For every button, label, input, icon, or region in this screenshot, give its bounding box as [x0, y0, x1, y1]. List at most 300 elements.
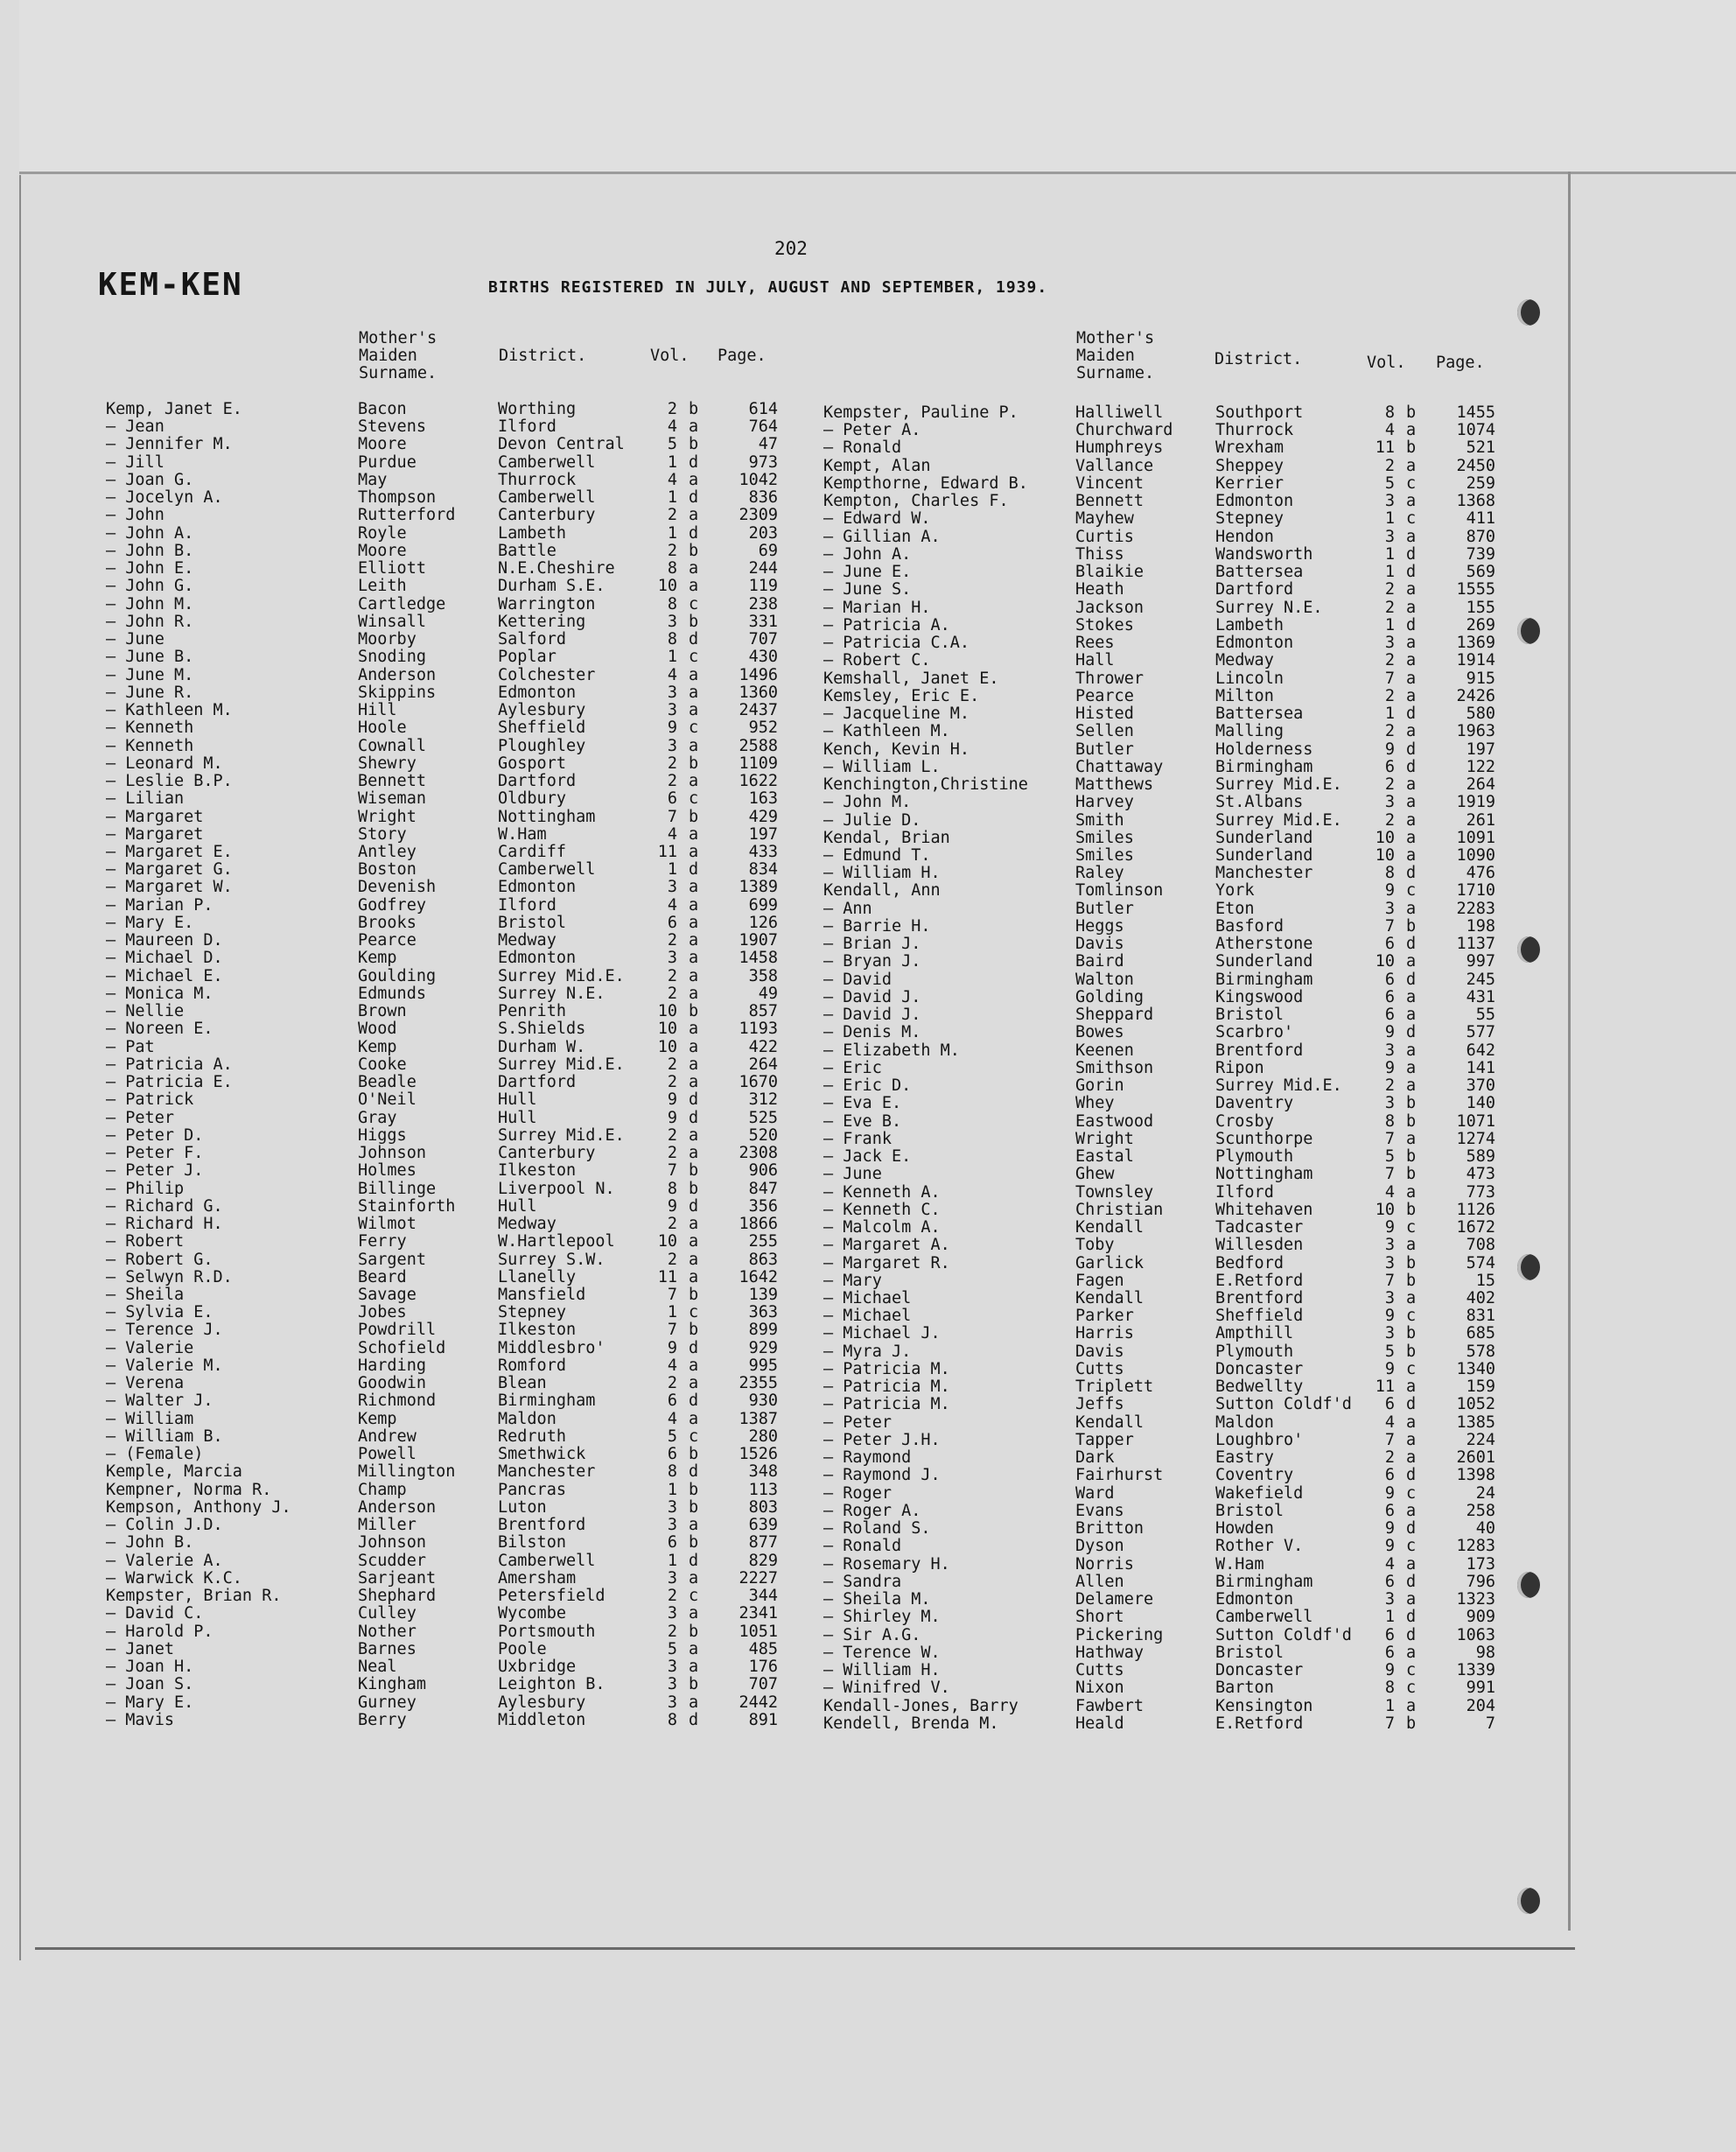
register-entry: [106, 1056, 806, 1074]
entry-volume: 4: [667, 665, 677, 684]
entry-district: Tadcaster: [1215, 1218, 1304, 1237]
entry-maiden-surname: Culley: [358, 1604, 416, 1623]
entry-volume-letter: a: [689, 966, 699, 985]
entry-page: 995: [748, 1356, 778, 1375]
entry-name: — Shirley M.: [823, 1608, 941, 1627]
register-entry: [823, 1556, 1523, 1574]
entry-volume-letter: a: [1406, 492, 1417, 511]
entry-page: 485: [748, 1639, 778, 1658]
entry-maiden-surname: Wright: [358, 807, 416, 826]
entry-name: — Robert C.: [823, 651, 931, 670]
entry-volume: 3: [667, 1497, 677, 1517]
entry-volume: 2: [667, 541, 677, 560]
register-entry: [823, 1290, 1523, 1307]
entry-maiden-surname: Parker: [1075, 1307, 1134, 1326]
entry-maiden-surname: Schofield: [358, 1338, 446, 1357]
entry-name: — Eve B.: [823, 1111, 902, 1131]
entry-volume: 7: [1384, 1271, 1395, 1290]
entry-volume-letter: b: [1406, 438, 1417, 458]
entry-name: — Kathleen M.: [106, 701, 233, 720]
entry-name: — Colin J.D.: [106, 1516, 223, 1535]
entry-volume-letter: a: [689, 1037, 699, 1056]
register-entry: [823, 1662, 1523, 1679]
entry-volume: 10: [657, 577, 677, 596]
entry-name: — Patricia A.: [823, 615, 950, 634]
entry-name: — Mary: [823, 1271, 882, 1290]
register-entry: [823, 1131, 1523, 1148]
register-entry: [106, 861, 806, 879]
entry-page: 1063: [1456, 1625, 1495, 1644]
entry-name: — Malcolm A.: [823, 1218, 941, 1237]
entry-page: 1283: [1456, 1537, 1495, 1556]
register-entry: [106, 1463, 806, 1481]
entry-district: Surrey Mid.E.: [498, 966, 625, 985]
entry-district: Crosby: [1215, 1111, 1274, 1131]
entry-name: Kemshall, Janet E.: [823, 669, 999, 688]
entry-district: Camberwell: [498, 488, 596, 508]
entry-district: Wakefield: [1215, 1483, 1304, 1503]
register-entry: [823, 1060, 1523, 1077]
entry-district: Aylesbury: [498, 701, 586, 720]
entry-maiden-surname: Moore: [358, 541, 407, 560]
entry-district: Basford: [1215, 916, 1284, 936]
register-entry: [823, 439, 1523, 457]
entry-volume-letter: c: [1406, 1537, 1417, 1556]
entry-maiden-surname: O'Neil: [358, 1090, 416, 1110]
register-entry: [106, 1357, 806, 1375]
entry-page: 642: [1466, 1041, 1495, 1060]
entry-volume-letter: d: [1406, 615, 1417, 634]
entry-volume: 8: [667, 1710, 677, 1729]
entry-maiden-surname: Cownall: [358, 736, 426, 755]
entry-page: 906: [748, 1161, 778, 1181]
entry-page: 699: [748, 895, 778, 915]
entry-maiden-surname: Champ: [358, 1480, 407, 1499]
register-entry: [106, 1304, 806, 1321]
entry-name: — Patricia M.: [823, 1395, 950, 1414]
register-entry: [823, 581, 1523, 599]
entry-page: 1385: [1456, 1412, 1495, 1432]
entry-name: — Roland S.: [823, 1519, 931, 1539]
entry-volume: 3: [667, 949, 677, 968]
entry-maiden-surname: Goulding: [358, 966, 437, 985]
entry-page: 356: [748, 1196, 778, 1216]
entry-page: 952: [748, 719, 778, 738]
entry-volume-letter: a: [689, 559, 699, 578]
entry-volume: 7: [1384, 1165, 1395, 1184]
entry-page: 159: [1466, 1377, 1495, 1397]
entry-name: — Peter F.: [106, 1144, 204, 1163]
entry-page: 1622: [738, 772, 778, 791]
entry-name: — Leonard M.: [106, 754, 223, 773]
entry-volume: 8: [1384, 1679, 1395, 1698]
register-entry: [823, 688, 1523, 705]
entry-name: — Robert G.: [106, 1250, 214, 1269]
entry-district: Barton: [1215, 1679, 1274, 1698]
entry-volume: 1: [667, 523, 677, 543]
entry-maiden-surname: Hathway: [1075, 1643, 1144, 1662]
entry-page: 258: [1466, 1501, 1495, 1520]
entry-district: Liverpool N.: [498, 1179, 615, 1198]
entry-name: — Joan S.: [106, 1675, 194, 1694]
register-entry: [106, 648, 806, 666]
entry-volume-letter: d: [689, 452, 699, 472]
entry-name: — June: [106, 630, 164, 649]
entry-volume-letter: d: [1406, 563, 1417, 582]
register-entry: [106, 879, 806, 896]
entry-name: — John A.: [823, 544, 912, 564]
entry-district: Scarbro': [1215, 1023, 1294, 1042]
entry-maiden-surname: Pickering: [1075, 1625, 1164, 1644]
entry-name: — Kenneth A.: [823, 1182, 941, 1202]
entry-volume: 1: [667, 1303, 677, 1322]
entry-maiden-surname: Gurney: [358, 1693, 416, 1712]
entry-volume-letter: a: [689, 1409, 699, 1428]
entry-volume-letter: b: [689, 1445, 699, 1464]
entry-page: 1458: [738, 949, 778, 968]
entry-district: Salford: [498, 630, 566, 649]
entry-maiden-surname: Sargent: [358, 1250, 426, 1269]
entry-name: — Ronald: [823, 438, 902, 458]
entry-name: — Nellie: [106, 1002, 185, 1021]
entry-volume: 9: [667, 1196, 677, 1216]
entry-district: Oldbury: [498, 789, 566, 809]
entry-volume: 4: [1384, 1554, 1395, 1574]
entry-district: Sheffield: [498, 719, 586, 738]
entry-volume-letter: d: [689, 1338, 699, 1357]
entry-page: 739: [1466, 544, 1495, 564]
entry-page: 312: [748, 1090, 778, 1110]
entry-name: — David: [823, 970, 892, 989]
entry-volume: 9: [667, 1338, 677, 1357]
entry-page: 997: [1466, 952, 1495, 971]
entry-district: Ilford: [498, 895, 556, 915]
entry-maiden-surname: Neal: [358, 1658, 397, 1677]
register-entry: [823, 1574, 1523, 1591]
entry-page: 577: [1466, 1023, 1495, 1042]
entry-volume-letter: a: [1406, 580, 1417, 599]
entry-maiden-surname: Smiles: [1075, 846, 1134, 865]
entry-volume: 2: [667, 400, 677, 418]
entry-name: — Warwick K.C.: [106, 1568, 242, 1588]
entry-district: Sutton Coldf'd: [1215, 1625, 1352, 1644]
entry-district: E.Retford: [1215, 1714, 1304, 1733]
entry-maiden-surname: Blaikie: [1075, 563, 1144, 582]
entry-maiden-surname: Goodwin: [358, 1374, 426, 1393]
register-entry: [823, 865, 1523, 882]
entry-name: — Mary E.: [106, 913, 194, 932]
entry-district: Scunthorpe: [1215, 1129, 1313, 1148]
entry-maiden-surname: Jeffs: [1075, 1395, 1124, 1414]
register-entry: [106, 560, 806, 578]
entry-maiden-surname: Chattaway: [1075, 757, 1164, 776]
entry-volume: 7: [667, 1161, 677, 1181]
entry-maiden-surname: Harris: [1075, 1324, 1134, 1343]
register-entry: [106, 1020, 806, 1038]
entry-name: — Pat: [106, 1037, 155, 1056]
entry-maiden-surname: Halliwell: [1075, 403, 1164, 422]
entry-name: — William L.: [823, 757, 941, 776]
entry-name: — Michael D.: [106, 949, 223, 968]
entry-volume-letter: a: [689, 506, 699, 525]
entry-page: 429: [748, 807, 778, 826]
entry-district: Leighton B.: [498, 1675, 606, 1694]
entry-maiden-surname: Kemp: [358, 1409, 397, 1428]
entry-page: 639: [748, 1516, 778, 1535]
entry-volume: 6: [1384, 757, 1395, 776]
entry-volume-letter: d: [1406, 970, 1417, 989]
entry-volume-letter: b: [1406, 1714, 1417, 1733]
entry-district: Eton: [1215, 899, 1255, 918]
register-entry: [823, 546, 1523, 564]
entry-maiden-surname: Anderson: [358, 1497, 437, 1517]
entry-district: Birmingham: [1215, 1572, 1313, 1591]
entry-volume: 3: [1384, 793, 1395, 812]
entry-name: — John: [106, 506, 164, 525]
entry-district: Dartford: [498, 1073, 577, 1092]
register-entry: [106, 472, 806, 489]
register-entry: [823, 458, 1523, 475]
entry-district: Middleton: [498, 1710, 586, 1729]
entry-volume: 3: [1384, 1236, 1395, 1255]
entry-volume: 5: [1384, 1342, 1395, 1361]
register-entry: [106, 1658, 806, 1676]
entry-name: Kempster, Pauline P.: [823, 403, 1018, 422]
entry-maiden-surname: Townsley: [1075, 1182, 1154, 1202]
entry-volume-letter: a: [1406, 899, 1417, 918]
entry-volume-letter: b: [689, 1161, 699, 1181]
binder-hole-icon: [1517, 1888, 1540, 1914]
entry-page: 2309: [738, 506, 778, 525]
entry-district: Ripon: [1215, 1058, 1264, 1077]
entry-volume: 3: [1384, 899, 1395, 918]
entry-maiden-surname: Ferry: [358, 1232, 407, 1251]
entry-maiden-surname: Evans: [1075, 1501, 1124, 1520]
entry-volume-letter: c: [1406, 1218, 1417, 1237]
entry-volume: 1: [1384, 544, 1395, 564]
entry-name: — Terence W.: [823, 1643, 941, 1662]
entry-maiden-surname: Kemp: [358, 949, 397, 968]
register-entry: [106, 1712, 806, 1729]
register-entry: [106, 1233, 806, 1251]
entry-name: — William B.: [106, 1426, 223, 1446]
entry-page: 1670: [738, 1073, 778, 1092]
entry-volume: 3: [667, 683, 677, 702]
entry-maiden-surname: Powell: [358, 1445, 416, 1464]
entry-maiden-surname: Snoding: [358, 648, 426, 667]
register-entry: [823, 1520, 1523, 1538]
register-entry: [106, 489, 806, 507]
entry-page: 857: [748, 1002, 778, 1021]
entry-maiden-surname: Godfrey: [358, 895, 426, 915]
entry-page: 98: [1475, 1643, 1495, 1662]
entry-name: — Richard G.: [106, 1196, 223, 1216]
entry-district: Manchester: [1215, 864, 1313, 883]
register-entry: [106, 932, 806, 950]
entry-page: 2341: [738, 1604, 778, 1623]
entry-maiden-surname: Pearce: [358, 931, 416, 950]
entry-name: — Gillian A.: [823, 527, 941, 546]
entry-volume: 8: [1384, 1111, 1395, 1131]
entry-volume-letter: a: [689, 984, 699, 1003]
entry-page: 1042: [738, 470, 778, 489]
entry-maiden-surname: Sarjeant: [358, 1568, 437, 1588]
entry-volume-letter: d: [1406, 704, 1417, 724]
entry-volume-letter: c: [689, 1303, 699, 1322]
entry-page: 198: [1466, 916, 1495, 936]
entry-volume: 9: [1384, 1537, 1395, 1556]
entry-volume: 2: [667, 1250, 677, 1269]
register-entry: [823, 1024, 1523, 1041]
entry-page: 1090: [1456, 846, 1495, 865]
entry-district: Ampthill: [1215, 1324, 1294, 1343]
entry-volume: 3: [1384, 1253, 1395, 1272]
entry-page: 224: [1466, 1430, 1495, 1449]
register-entry: [106, 631, 806, 648]
register-entry: [106, 543, 806, 560]
entry-volume: 6: [1384, 1572, 1395, 1591]
entry-volume: 6: [1384, 970, 1395, 989]
entry-volume: 7: [1384, 1714, 1395, 1733]
register-entry: [823, 1184, 1523, 1202]
entry-page: 55: [1475, 1006, 1495, 1025]
entry-name: — (Female): [106, 1445, 204, 1464]
entry-page: 1340: [1456, 1359, 1495, 1378]
entry-name: Kempt, Alan: [823, 456, 931, 475]
entry-district: Eastry: [1215, 1448, 1274, 1468]
entry-district: Surrey Mid.E.: [498, 1055, 625, 1074]
entry-volume: 8: [667, 630, 677, 649]
entry-volume: 2: [667, 1215, 677, 1234]
entry-maiden-surname: Thrower: [1075, 669, 1144, 688]
entry-district: Romford: [498, 1356, 566, 1375]
entry-district: Malling: [1215, 722, 1284, 741]
entry-district: Kerrier: [1215, 473, 1284, 493]
register-entry: [106, 507, 806, 524]
entry-district: Surrey Mid.E.: [1215, 775, 1342, 795]
entry-maiden-surname: Smiles: [1075, 828, 1134, 847]
entry-volume: 2: [1384, 686, 1395, 705]
entry-volume: 1: [667, 1551, 677, 1570]
register-entry: [823, 705, 1523, 723]
entry-maiden-surname: Shewry: [358, 754, 416, 773]
register-entry: [106, 1198, 806, 1216]
entry-maiden-surname: Butler: [1075, 740, 1134, 759]
register-entry: [106, 755, 806, 773]
register-entry: [823, 1396, 1523, 1413]
entry-district: Bedford: [1215, 1253, 1284, 1272]
entry-volume: 7: [667, 1286, 677, 1304]
register-entry: [106, 1003, 806, 1020]
entry-district: Atherstone: [1215, 935, 1313, 954]
entry-name: — Walter J.: [106, 1391, 214, 1411]
entry-maiden-surname: Britton: [1075, 1519, 1144, 1539]
entry-name: — Winifred V.: [823, 1679, 950, 1698]
entry-volume-letter: a: [689, 1055, 699, 1074]
entry-name: — David J.: [823, 1006, 921, 1025]
register-entry: [823, 529, 1523, 546]
entry-volume: 11: [1375, 438, 1395, 458]
entry-maiden-surname: Ghew: [1075, 1165, 1115, 1184]
entry-volume-letter: d: [1406, 935, 1417, 954]
register-entry: [106, 1482, 806, 1499]
entry-name: — Joan H.: [106, 1658, 194, 1677]
register-entry: [823, 1644, 1523, 1662]
entry-district: Surrey Mid.E.: [1215, 1076, 1342, 1096]
entry-volume: 2: [1384, 1076, 1395, 1096]
entry-volume-letter: b: [689, 541, 699, 560]
entry-volume-letter: b: [689, 1179, 699, 1198]
entry-volume-letter: a: [689, 824, 699, 844]
entry-volume-letter: a: [689, 1125, 699, 1145]
register-entry: [106, 1251, 806, 1269]
register-entry: [823, 1307, 1523, 1325]
entry-page: 255: [748, 1232, 778, 1251]
entry-volume-letter: a: [1406, 1076, 1417, 1096]
entry-page: 1323: [1456, 1590, 1495, 1609]
entry-volume-letter: a: [689, 1356, 699, 1375]
entry-volume-letter: a: [1406, 828, 1417, 847]
entry-district: Cardiff: [498, 843, 566, 861]
entry-volume-letter: a: [1406, 598, 1417, 617]
entry-name: — Roger: [823, 1483, 892, 1503]
entry-district: Devon Central: [498, 435, 625, 454]
entry-district: Hendon: [1215, 527, 1274, 546]
entry-name: — Sir A.G.: [823, 1625, 921, 1644]
entry-volume-letter: d: [689, 1462, 699, 1482]
entry-page: 2442: [738, 1693, 778, 1712]
entry-district: Lincoln: [1215, 669, 1284, 688]
entry-volume-letter: b: [689, 1622, 699, 1641]
entry-district: Durham W.: [498, 1037, 586, 1056]
entry-volume: 8: [1384, 403, 1395, 422]
entry-page: 280: [748, 1426, 778, 1446]
entry-page: 1091: [1456, 828, 1495, 847]
entry-page: 2426: [1456, 686, 1495, 705]
entry-maiden-surname: Short: [1075, 1608, 1124, 1627]
entry-district: Brentford: [1215, 1289, 1304, 1307]
entry-volume: 8: [667, 1179, 677, 1198]
entry-volume-letter: a: [689, 843, 699, 861]
entry-volume-letter: a: [1406, 1006, 1417, 1025]
entry-district: Edmonton: [498, 878, 577, 897]
register-entry: [106, 1340, 806, 1357]
entry-district: Holderness: [1215, 740, 1313, 759]
entry-district: Medway: [498, 931, 556, 950]
entry-page: 69: [758, 541, 778, 560]
entry-page: 1368: [1456, 492, 1495, 511]
register-entry: [823, 1679, 1523, 1697]
entry-volume-letter: a: [689, 1693, 699, 1712]
entry-page: 589: [1466, 1147, 1495, 1167]
entry-volume: 1: [1384, 615, 1395, 634]
right-maiden-header: Mother's Maiden Surname.: [1076, 329, 1155, 382]
register-entry: [823, 812, 1523, 830]
entry-maiden-surname: Nixon: [1075, 1679, 1124, 1698]
entry-maiden-surname: Bowes: [1075, 1023, 1124, 1042]
entry-district: W.Hartlepool: [498, 1232, 615, 1251]
entry-name: — William H.: [823, 864, 941, 883]
entry-district: Bristol: [498, 913, 566, 932]
entry-name: — Marian P.: [106, 895, 214, 915]
entry-district: Hull: [498, 1090, 537, 1110]
entry-volume-letter: d: [689, 860, 699, 880]
entry-volume-letter: a: [1406, 1058, 1417, 1077]
entry-volume-letter: b: [689, 1286, 699, 1304]
entry-volume-letter: b: [689, 435, 699, 454]
entry-page: 708: [1466, 1236, 1495, 1255]
entry-volume-letter: b: [689, 1675, 699, 1694]
